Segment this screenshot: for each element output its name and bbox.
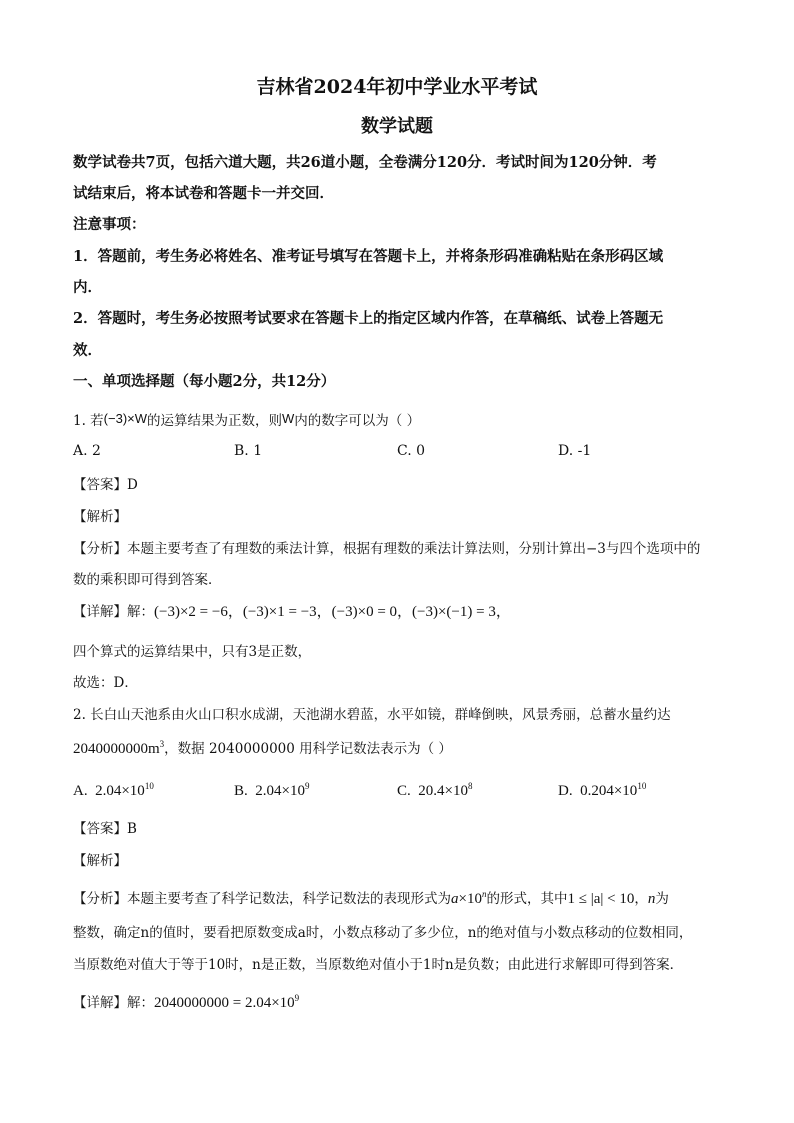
- q1-expression: (−3)×W: [103, 411, 148, 426]
- q2-analysis-c: ，: [634, 891, 648, 907]
- notice-item-1-line-1: 1．答题前，考生务必将姓名、准考证号填写在答题卡上，并将条形码准确粘贴在条形码区域: [73, 248, 664, 265]
- q2-option-a-base: 2.04×10: [95, 783, 145, 799]
- q2-analysis-line-3: 当原数绝对值大于等于10时，n是正数，当原数绝对值小于1时n是负数；由此进行求解即可得到答案．: [73, 957, 684, 973]
- q2-analysis-line-1: [73, 887, 669, 908]
- q2-detail-math: [154, 995, 299, 1011]
- q1-result-line: 四个算式的运算结果中，只有3是正数，: [73, 644, 312, 660]
- q2-analysis-line-2: 整数，确定n的值时，要看把原数变成a时，小数点移动了多少位，n的绝对值与小数点移动的位数相同，: [73, 925, 693, 941]
- q1-option-d: D. -1: [558, 443, 592, 459]
- q2-analysis-d: 为: [655, 891, 669, 907]
- exam-title: 吉林省2024年初中学业水平考试: [256, 76, 538, 98]
- q2-analysis-a: 【分析】本题主要考查了科学记数法，科学记数法的表现形式为: [73, 891, 451, 907]
- q2-option-d-label: D.: [558, 783, 573, 799]
- q2-volume: [73, 741, 164, 757]
- notice-heading: 注意事项：: [73, 216, 146, 233]
- q1-box-symbol: W: [282, 411, 295, 426]
- q2-option-b-exp: 9: [304, 781, 310, 791]
- q2-option-a: [73, 781, 154, 800]
- q2-detail: [73, 991, 299, 1012]
- q2-volume-base: 2040000000m: [73, 741, 160, 757]
- q2-sci-form-exp: n: [481, 889, 487, 899]
- q1-prefix: 1. 若: [73, 413, 104, 429]
- q2-detail-label: 【详解】解：: [73, 995, 154, 1011]
- section-1-heading: 一、单项选择题（每小题2分，共12分）: [73, 373, 336, 390]
- q2-sci-form-a: a: [451, 891, 459, 907]
- q1-suffix: 内的数字可以为（ ）: [294, 413, 421, 429]
- q2-option-c-exp: 8: [467, 781, 473, 791]
- intro-line-2: 试结束后，将本试卷和答题卡一并交回．: [73, 185, 334, 202]
- q1-answer: 【答案】D: [73, 477, 138, 493]
- question-1-stem: [73, 409, 420, 429]
- q2-inequality: 1 ≤ |a| < 10: [567, 891, 635, 907]
- q1-analysis-line-1: 【分析】本题主要考查了有理数的乘法计算，根据有理数的乘法计算法则，分别计算出−3与四个选项中的: [73, 541, 701, 557]
- q2-option-a-label: A.: [73, 783, 88, 799]
- q2-answer: 【答案】B: [73, 821, 137, 837]
- q1-mid: 的运算结果为正数，则: [147, 413, 283, 429]
- q1-analysis-label: 【解析】: [73, 509, 127, 525]
- q1-detail: [73, 600, 511, 621]
- q2-option-a-exp: 10: [144, 781, 154, 791]
- q2-detail-exp: 9: [294, 993, 300, 1003]
- q2-option-b-label: B.: [234, 783, 248, 799]
- q2-n-symbol: n: [647, 891, 656, 907]
- q1-detail-math: (−3)×2 = −6，(−3)×1 = −3，(−3)×0 = 0，(−3)×(−1) = 3，: [154, 604, 511, 620]
- q2-option-d: [558, 781, 646, 800]
- q2-option-c-label: C.: [397, 783, 411, 799]
- q1-detail-label: 【详解】解：: [73, 604, 154, 620]
- q2-analysis-b: 的形式，其中: [486, 891, 568, 907]
- notice-item-2-line-1: 2．答题时，考生务必按照考试要求在答题卡上的指定区域内作答，在草稿纸、试卷上答题无: [73, 310, 664, 327]
- q2-option-d-base: 0.204×10: [580, 783, 638, 799]
- q2-stem-line-2: [73, 737, 452, 758]
- q2-stem-line-2-text: ，数据 2040000000 用科学记数法表示为（ ）: [164, 741, 452, 757]
- q2-stem-line-1: 2. 长白山天池系由火山口积水成湖，天池湖水碧蓝，水平如镜，群峰倒映，风景秀丽，总蓄水量约达: [73, 707, 671, 723]
- exam-subtitle: 数学试题: [361, 116, 433, 137]
- q2-sci-form: [451, 891, 486, 907]
- q1-option-c: C. 0: [397, 443, 426, 459]
- notice-item-2-line-2: 效．: [73, 342, 102, 359]
- q2-option-c: [397, 781, 472, 800]
- q1-choice: 故选：D．: [73, 675, 138, 691]
- intro-line-1: 数学试卷共7页，包括六道大题，共26道小题，全卷满分120分．考试时间为120分钟．考: [73, 154, 657, 171]
- q1-option-b: B. 1: [234, 443, 263, 459]
- q2-option-b: [234, 781, 309, 800]
- q2-option-c-base: 20.4×10: [418, 783, 468, 799]
- q2-detail-base: 2040000000 = 2.04×10: [154, 995, 295, 1011]
- q2-option-b-base: 2.04×10: [255, 783, 305, 799]
- q2-option-d-exp: 10: [637, 781, 647, 791]
- q1-option-a: A. 2: [73, 443, 101, 459]
- notice-item-1-line-2: 内．: [73, 279, 102, 296]
- q1-analysis-line-2: 数的乘积即可得到答案．: [73, 572, 222, 588]
- q2-volume-exp: 3: [159, 739, 165, 749]
- q2-analysis-label: 【解析】: [73, 853, 127, 869]
- q2-sci-form-b: ×10: [458, 891, 482, 907]
